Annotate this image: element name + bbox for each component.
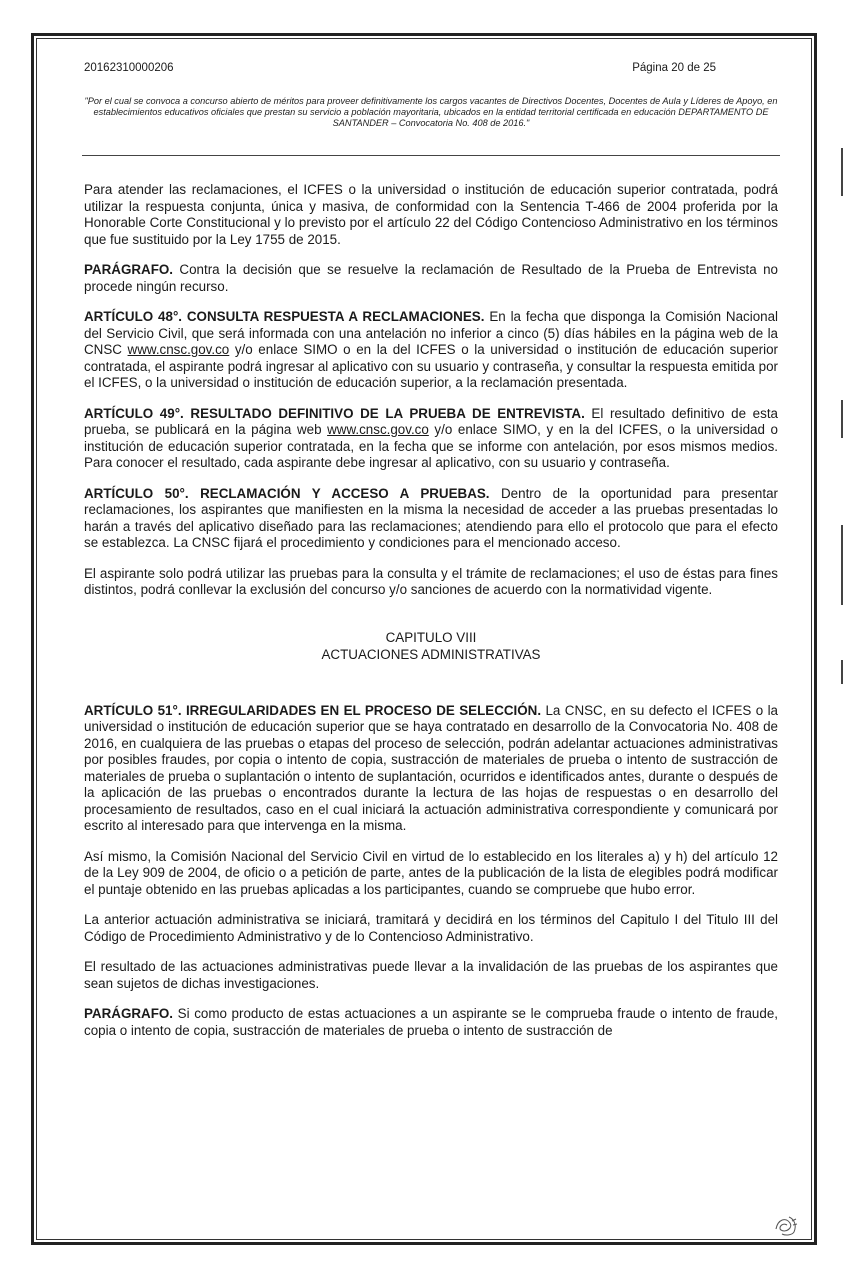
document-body [84,182,778,1053]
cnsc-link[interactable]: www.cnsc.gov.co [327,422,429,437]
scan-edge-mark [841,400,843,438]
article-50-text: Dentro de la oportunidad para presentar reclamaciones, los aspirantes que manifiesten en la misma la necesidad de acceder a las pruebas presentadas lo harán a través del aplicativo diseñado para las reclamaciones; atendiendo para ello el protocolo que para el efecto se establezca. La CNSC fijará el procedimiento y condiciones para el mencionado acceso. [84,485,778,550]
paragraph-anterior-actuacion: La anterior actuación administrativa se iniciará, tramitará y decidirá en los términos del Capitulo I del Titulo III del Código de Procedimiento Administrativo y de lo Contencioso Administrativo. [84,912,778,944]
article-49-heading: ARTÍCULO 49°. RESULTADO DEFINITIVO DE LA PRUEBA DE ENTREVISTA. [84,405,585,421]
page-number: Página 20 de 25 [632,62,716,74]
header-quote: "Por el cual se convoca a concurso abierto de méritos para proveer definitivamente los cargos vacantes de Directivos Docentes, Docentes de Aula y Líderes de Apoyo, en establecimientos educativos oficiales que prestan su servicio a población mayoritaria, ubicados en la entidad territorial certificada en educación DEPARTAMENTO DE SANTANDER – Convocatoria No. 408 de 2016." [84,96,778,128]
article-51-text: La CNSC, en su defecto el ICFES o la universidad o institución de educación superior que se haya contratado en desarrollo de la Convocatoria No. 408 de 2016, en cualquiera de las pruebas o etapas del proceso de selección, podrán adelantar actuaciones administrativas por posibles fraudes, por copia o intento de copia, sustracción de materiales de prueba o intento de sustracción de materiales de prueba o suplantación o intento de suplantación, ocurridos e identificados antes, durante o después de la aplicación de las pruebas o encontrados durante la lectura de las hojas de respuestas o en desarrollo del procesamiento de resultados, caso en el cual iniciará la actuación administrativa correspondiente y comunicará por escrito al interesado para que intervenga en la misma. [84,702,778,833]
article-48-text-cont: y/o enlace SIMO o en la del ICFES o la universidad o institución de educación superior contratada, el aspirante podrá ingresar al aplicativo con su usuario y contraseña, y consultar la respuesta emitida por el ICFES, o la universidad o institución de educación superior, a la reclamación presentada. [84,342,778,390]
article-50-heading: ARTÍCULO 50°. RECLAMACIÓN Y ACCESO A PRUEBAS. [84,485,490,501]
article-48 [84,309,778,392]
cnsc-link[interactable]: www.cnsc.gov.co [127,342,230,357]
article-48-text: En la fecha que disponga la Comisión Nacional del Servicio Civil, que será informada con una antelación no inferior a cinco (5) días hábiles en la página web de la CNSC [84,309,779,357]
paragrafo-text: Contra la decisión que se resuelve la reclamación de Resultado de la Prueba de Entrevista no procede ningún recurso. [84,262,778,294]
paragrafo-heading: PARÁGRAFO. [84,262,174,277]
header-divider [82,155,780,156]
paragraph-resultado-actuaciones: El resultado de las actuaciones administrativas puede llevar a la invalidación de las pruebas de los aspirantes que sean sujetos de dichas investigaciones. [84,959,778,991]
paragraph-paragrafo-entrevista [84,262,778,295]
article-50 [84,486,778,552]
paragrafo-text: Si como producto de estas actuaciones a un aspirante se le comprueba fraude o intento de fraude, copia o intento de copia, sustracción de materiales de prueba o intento de sustracción de [84,1006,778,1038]
signature-stamp-icon [772,1213,800,1237]
article-49-text-cont: y/o enlace SIMO, y en la del ICFES, o la universidad o institución de educación superior contratada, en la fecha que se informe con antelación, por esos mismos medios. Para conocer el resultado, cada aspirante debe ingresar al aplicativo, con su usuario y contraseña. [84,422,778,470]
article-49 [84,406,778,472]
paragrafo-heading: PARÁGRAFO. [84,1006,174,1021]
article-51 [84,703,778,835]
chapter-title: ACTUACIONES ADMINISTRATIVAS [321,646,541,662]
paragraph-uso-pruebas: El aspirante solo podrá utilizar las pruebas para la consulta y el trámite de reclamaciones; el uso de éstas para fines distintos, podrá conllevar la exclusión del concurso y/o sanciones de acuerdo con la normatividad vigente. [84,565,778,597]
paragraph-reclamaciones: Para atender las reclamaciones, el ICFES o la universidad o institución de educación superior contratada, podrá utilizar la respuesta conjunta, única y masiva, de conformidad con la Sentencia T-466 de 2004 proferida por la Honorable Corte Constitucional y lo previsto por el artículo 22 del Código Contencioso Administrativo en los términos que fue sustituido por la Ley 1755 de 2015. [84,182,778,247]
chapter-number: CAPITULO VIII [385,629,477,645]
document-number: 20162310000206 [84,62,174,74]
paragraph-asi-mismo: Así mismo, la Comisión Nacional del Servicio Civil en virtud de lo establecido en los literales a) y h) del artículo 12 de la Ley 909 de 2004, de oficio o a petición de parte, antes de la publicación de la lista de elegibles podrá modificar el puntaje obtenido en las pruebas aplicadas a los participantes, cuando se compruebe que hubo error. [84,848,778,897]
scan-edge-mark [841,660,843,684]
scan-edge-mark [841,148,843,196]
chapter-heading [84,629,778,663]
article-49-text: El resultado definitivo de esta prueba, se publicará en la página web [84,405,778,437]
scan-edge-mark [841,525,843,605]
article-51-heading: ARTÍCULO 51°. IRREGULARIDADES EN EL PROCESO DE SELECCIÓN. [84,702,542,718]
paragraph-paragrafo-fraude [84,1006,778,1039]
article-48-heading: ARTÍCULO 48°. CONSULTA RESPUESTA A RECLAMACIONES. [84,309,485,324]
